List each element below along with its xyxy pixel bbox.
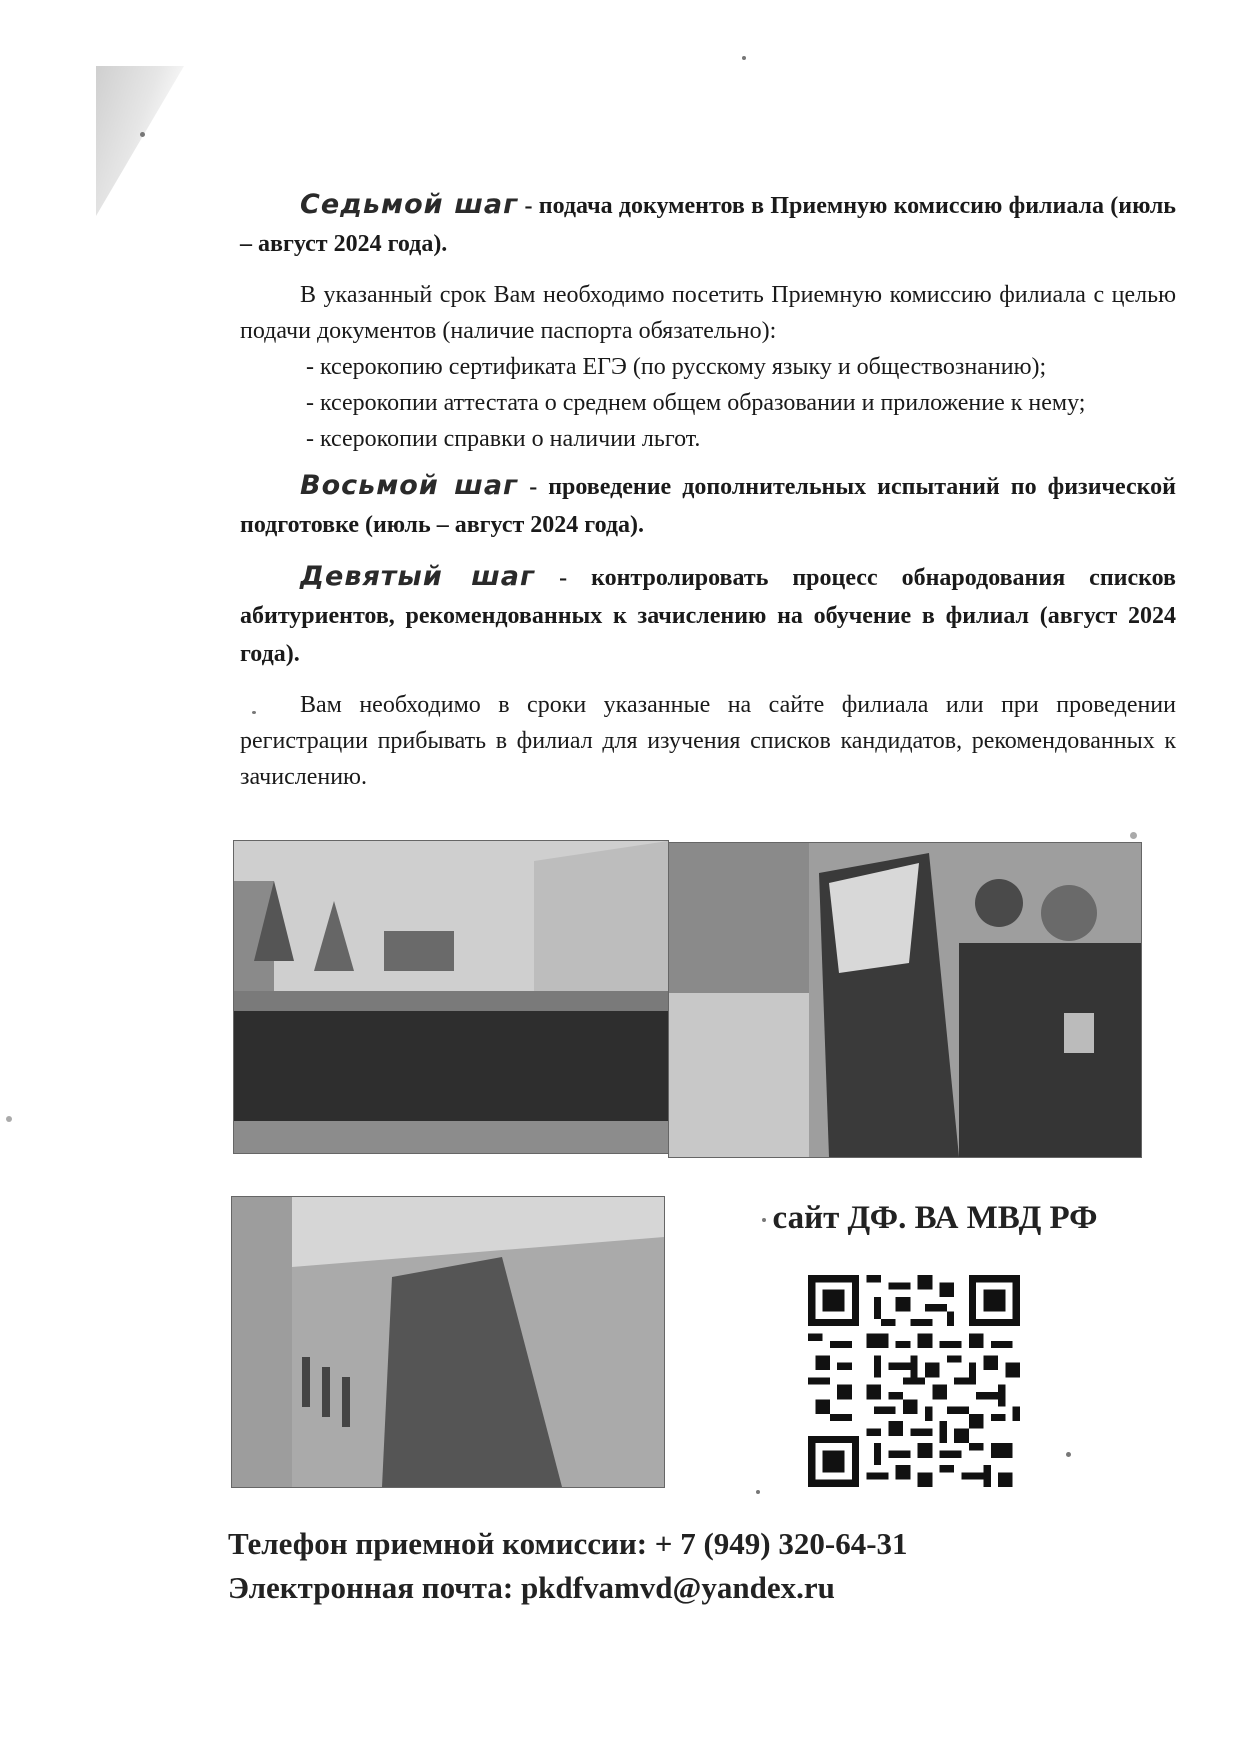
scan-speck <box>1066 1452 1071 1457</box>
scan-speck <box>140 132 145 137</box>
admission-email[interactable]: Электронная почта: pkdfvamvd@yandex.ru <box>228 1570 835 1605</box>
step-seventh-heading <box>240 186 1176 263</box>
step-ninth-title: - контролировать процесс обнародования списков абитуриентов, рекомендованных к зачислению на обучение в филиал (август 2024 года). <box>240 565 1176 667</box>
site-label: сайт ДФ. ВА МВД РФ <box>772 1200 1098 1236</box>
step-seventh-intro: В указанный срок Вам необходимо посетить Приемную комиссию филиала с целью подачи документов (наличие паспорта обязательно): <box>240 282 1176 344</box>
step-ninth-body: Вам необходимо в сроки указанные на сайте филиала или при проведении регистрации прибывать в филиал для изучения списков кандидатов, рекомендованных к зачислению. <box>240 692 1176 790</box>
step-seventh-name: Седьмой шаг <box>300 189 519 220</box>
scan-speck <box>6 1116 12 1122</box>
parade-march-photo <box>233 840 669 1154</box>
step-eighth-title: - проведение дополнительных испытаний по физической подготовке (июль – август 2024 года). <box>240 474 1176 538</box>
scan-speck <box>1130 832 1137 839</box>
step-eighth-name: Восьмой шаг <box>300 470 519 501</box>
step-eighth-heading <box>240 467 1176 544</box>
document-list-item: - ксерокопии справки о наличии льгот. <box>306 426 701 452</box>
scan-speck <box>742 56 746 60</box>
courtyard-formation-photo <box>231 1196 665 1488</box>
document-list-item: - ксерокопии аттестата о среднем общем образовании и приложение к нему; <box>306 390 1086 416</box>
site-qr-code[interactable] <box>808 1275 1020 1487</box>
admission-phone: Телефон приемной комиссии: + 7 (949) 320-64-31 <box>228 1526 908 1561</box>
scan-folded-corner <box>96 66 184 216</box>
admission-contacts <box>228 1522 1128 1610</box>
step-ninth-heading <box>240 558 1176 673</box>
scan-speck <box>756 1490 760 1494</box>
steps-text <box>240 186 1176 795</box>
document-list-item: - ксерокопию сертификата ЕГЭ (по русскому языку и обществознанию); <box>306 354 1047 380</box>
banner-bearers-photo <box>668 842 1142 1158</box>
step-seventh-title: - подача документов в Приемную комиссию филиала (июль – август 2024 года). <box>240 193 1176 257</box>
step-ninth-name: Девятый шаг <box>300 561 536 592</box>
